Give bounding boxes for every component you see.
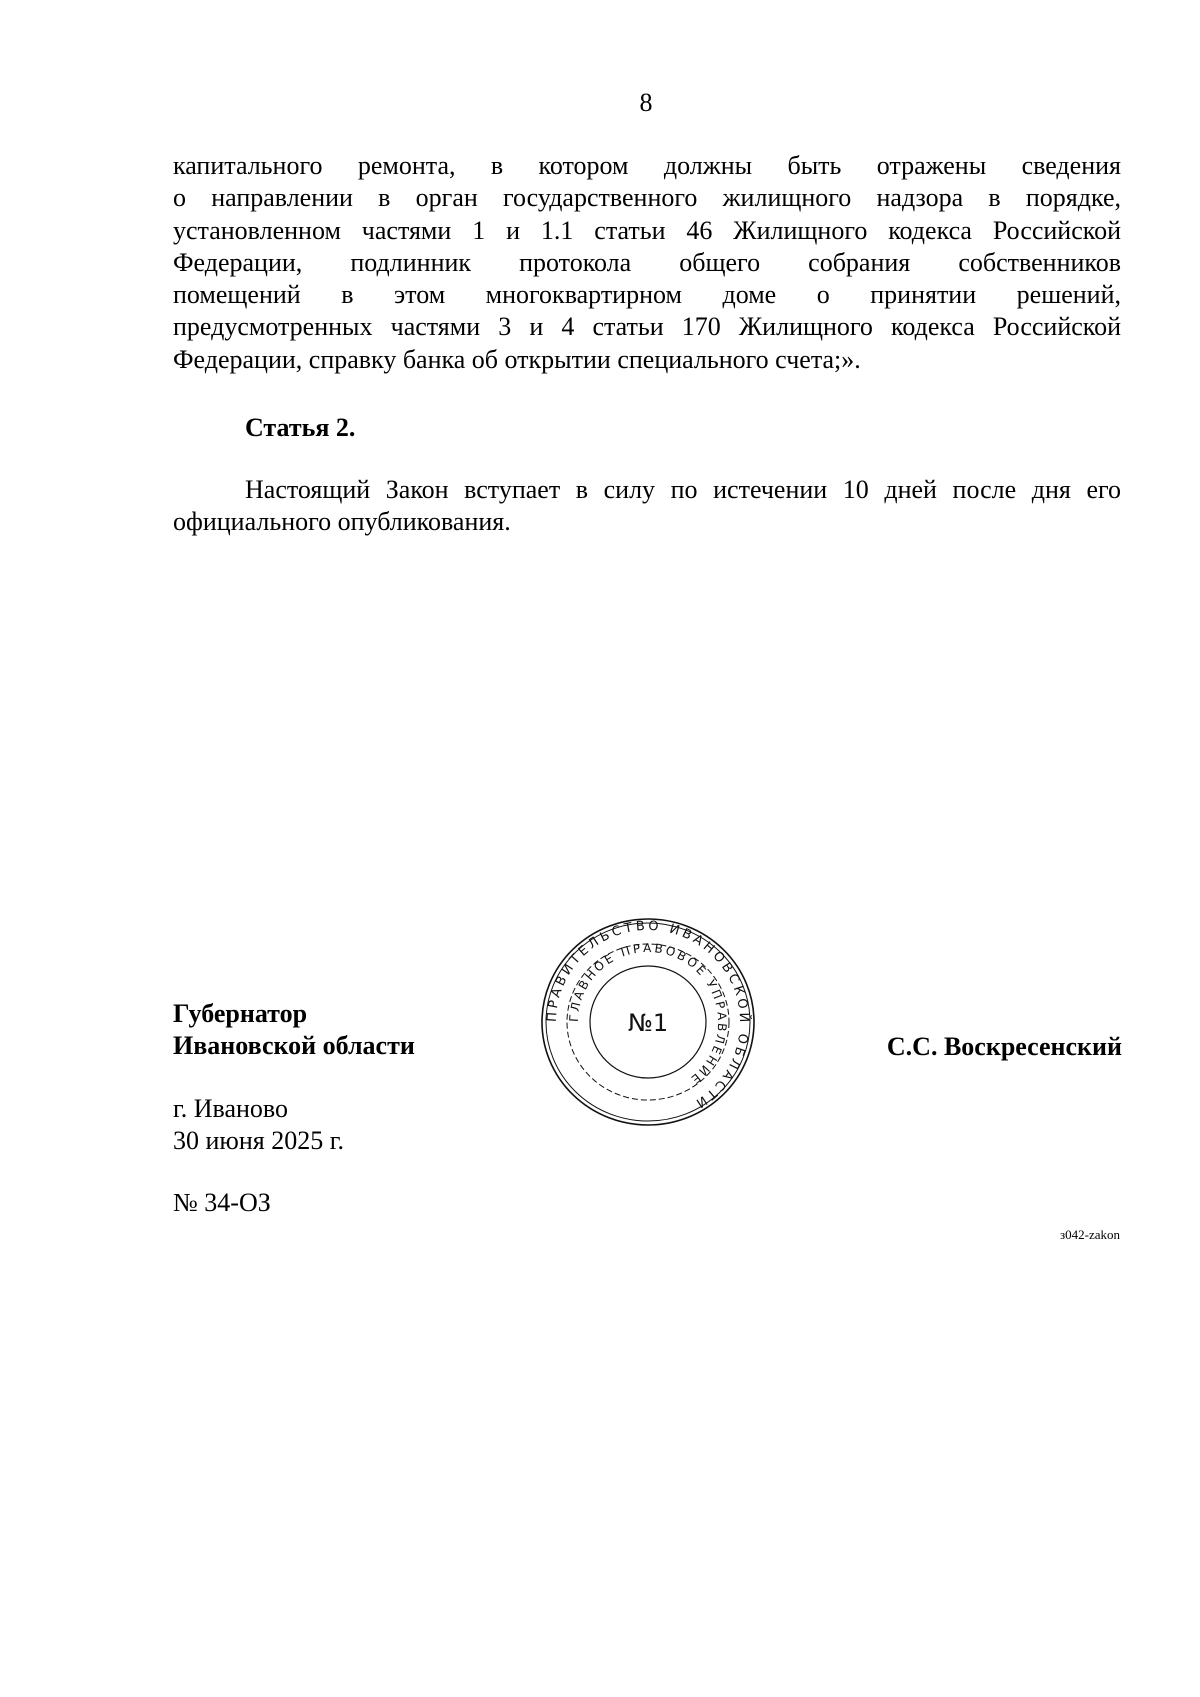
place-and-date bbox=[173, 1093, 344, 1157]
signatory-title-line: Ивановской области bbox=[173, 1031, 415, 1060]
page-number: 8 bbox=[639, 88, 653, 117]
text-line: установленном частями 1 и 1.1 статьи 46 Жилищного кодекса Российской bbox=[173, 215, 1121, 245]
seal-inner-text: ГЛАВНОЕ ПРАВОВОЕ УПРАВЛЕНИЕ bbox=[566, 940, 730, 1088]
text-line: официального опубликования. bbox=[173, 507, 511, 537]
date: 30 июня 2025 г. bbox=[173, 1126, 344, 1155]
document-code: з042-zakon bbox=[1059, 1227, 1120, 1242]
text-line: о направлении в орган государственного жилищного надзора в порядке, bbox=[173, 183, 1121, 213]
text-line: Настоящий Закон вступает в силу по истечении 10 дней после дня его bbox=[245, 475, 1121, 504]
seal-outer-text: ПРАВИТЕЛЬСТВО ИВАНОВСКОЙ ОБЛАСТИ bbox=[544, 918, 752, 1112]
text-line: предусмотренных частями 3 и 4 статьи 170 Жилищного кодекса Российской bbox=[173, 312, 1121, 342]
text-line: помещений в этом многоквартирном доме о принятии решений, bbox=[173, 280, 1121, 310]
signatory-title bbox=[173, 998, 415, 1062]
city: г. Иваново bbox=[173, 1094, 288, 1123]
article-text bbox=[173, 474, 1121, 539]
paragraph-continuation bbox=[173, 150, 1121, 376]
article-heading: Статья 2. bbox=[245, 413, 356, 442]
seal-center-number: №1 bbox=[627, 1009, 669, 1037]
law-number: № 34-ОЗ bbox=[173, 1188, 271, 1217]
signatory-name: С.С. Воскресенский bbox=[886, 1032, 1122, 1061]
text-line: Федерации, справку банка об открытии специального счета;». bbox=[173, 344, 861, 374]
official-seal bbox=[538, 915, 758, 1129]
text-line: капитального ремонта, в котором должны быть отражены сведения bbox=[173, 151, 1121, 180]
text-line: Федерации, подлинник протокола общего собрания собственников bbox=[173, 247, 1121, 277]
signatory-title-line: Губернатор bbox=[173, 999, 308, 1028]
